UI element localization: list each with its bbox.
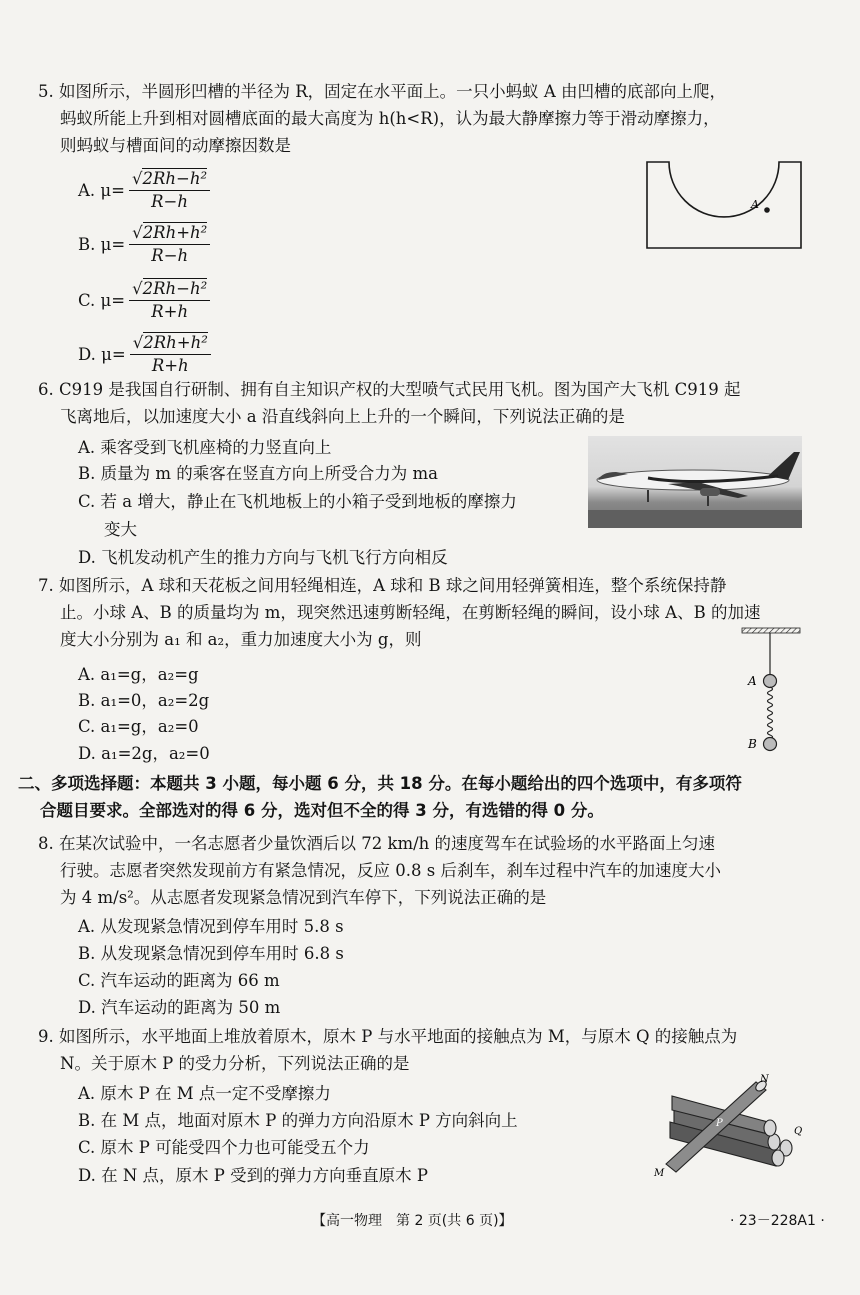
q5-option-d: D. μ= $\frac{\text{√2Rh+h²}}{R+h}$: [78, 330, 211, 378]
q8-option-a: A. 从发现紧急情况到停车用时 5.8 s: [78, 917, 344, 936]
footer-page-info: 【高一物理 第 2 页(共 6 页)】: [312, 1213, 513, 1229]
q5-option-c: C. μ= $\frac{\text{√2Rh−h²}}{R+h}$: [78, 276, 210, 324]
groove-outline: [647, 162, 801, 248]
q7-option-c: C. a₁=g，a₂=0: [78, 717, 199, 736]
q5-option-a: A. μ= $\frac{\text{√2Rh−h²}}{R-h}$: [78, 166, 210, 214]
ceiling: [742, 628, 800, 633]
section-2-heading: 二、多项选择题：本题共 3 小题，每小题 6 分，共 18 分。在每小题给出的四个选项中，有多项符 合题目要求。全部选对的得 6 分，选对但不全的得 3 分，有选错的得 0 分。: [18, 774, 742, 820]
ball-a-label: A: [748, 674, 757, 688]
q7-option-b: B. a₁=0，a₂=2g: [78, 691, 210, 710]
ball-b-label: B: [748, 737, 757, 751]
q7-option-d: D. a₁=2g，a₂=0: [78, 744, 210, 763]
q8-option-c: C. 汽车运动的距离为 66 m: [78, 971, 280, 990]
q6-option-c: C. 若 a 增大，静止在飞机地板上的小箱子受到地板的摩擦力: [78, 492, 517, 511]
q5-stem: 5. 如图所示，半圆形凹槽的半径为 R，固定在水平面上。一只小蚂蚁 A 由凹槽的底部向上爬， 蚂蚁所能上升到相对圆槽底面的最大高度为 h(h<R)，认为最大静摩擦力等于滑动摩擦力， 则蚂蚁与槽面间的动摩擦因数是: [38, 82, 727, 155]
q8-option-b: B. 从发现紧急情况到停车用时 6.8 s: [78, 944, 344, 963]
q6-stem: 6. C919 是我国自行研制、拥有自主知识产权的大型喷气式民用飞机。图为国产大飞机 C919 起 飞离地后，以加速度大小 a 沿直线斜向上上升的一个瞬间，下列说法正确的是: [38, 380, 741, 426]
ant-dot: [764, 207, 770, 213]
q6-option-c-cont: 变大: [104, 520, 137, 539]
q6-option-b: B. 质量为 m 的乘客在竖直方向上所受合力为 ma: [78, 464, 438, 483]
q7-option-a: A. a₁=g，a₂=g: [78, 665, 199, 684]
q8-option-d: D. 汽车运动的距离为 50 m: [78, 998, 281, 1017]
q9-option-d: D. 在 N 点，原木 P 受到的弹力方向垂直原木 P: [78, 1166, 428, 1185]
point-n-label: N: [760, 1074, 769, 1085]
c919-photo: [588, 436, 802, 528]
ball-b: [764, 738, 777, 751]
point-m-label: M: [654, 1168, 665, 1179]
q7-spring-figure: [736, 626, 806, 754]
q9-stem: 9. 如图所示，水平地面上堆放着原木，原木 P 与水平地面的接触点为 M，与原木 Q 的接触点为 N。关于原木 P 的受力分析，下列说法正确的是: [38, 1027, 738, 1073]
q9-option-c: C. 原木 P 可能受四个力也可能受五个力: [78, 1138, 370, 1157]
spring: [768, 687, 773, 739]
log-q-label: Q: [794, 1126, 803, 1137]
q8-stem: 8. 在某次试验中，一名志愿者少量饮酒后以 72 km/h 的速度驾车在试验场的水平路面上匀速 行驶。志愿者突然发现前方有紧急情况，反应 0.8 s 后刹车，刹车过程中汽车的加速度大小 为 4 m/s²。从志愿者发现紧急情况到汽车停下，下列说法正确的是: [38, 834, 721, 907]
q5-option-b: B. μ= $\frac{\text{√2Rh+h²}}{R-h}$: [78, 220, 210, 268]
q5-groove-figure: [645, 160, 805, 252]
ant-label: A: [751, 198, 759, 211]
q9-option-b: B. 在 M 点，地面对原木 P 的弹力方向沿原木 P 方向斜向上: [78, 1111, 518, 1130]
ball-a: [764, 675, 777, 688]
log-p-label: P: [716, 1118, 723, 1129]
footer-exam-code: · 23－228A1 ·: [730, 1213, 825, 1229]
q9-logs-figure: [652, 1072, 812, 1182]
q6-option-a: A. 乘客受到飞机座椅的力竖直向上: [78, 438, 332, 457]
q6-option-d: D. 飞机发动机产生的推力方向与飞机飞行方向相反: [78, 548, 448, 567]
q7-stem: 7. 如图所示，A 球和天花板之间用轻绳相连，A 球和 B 球之间用轻弹簧相连，整个系统保持静 止。小球 A、B 的质量均为 m，现突然迅速剪断轻绳，在剪断轻绳的瞬间，设小球 A、B 的加速 度大小分别为 a₁ 和 a₂，重力加速度大小为 g，则: [38, 576, 761, 649]
airplane-icon: [588, 436, 802, 528]
q9-option-a: A. 原木 P 在 M 点一定不受摩擦力: [78, 1084, 331, 1103]
